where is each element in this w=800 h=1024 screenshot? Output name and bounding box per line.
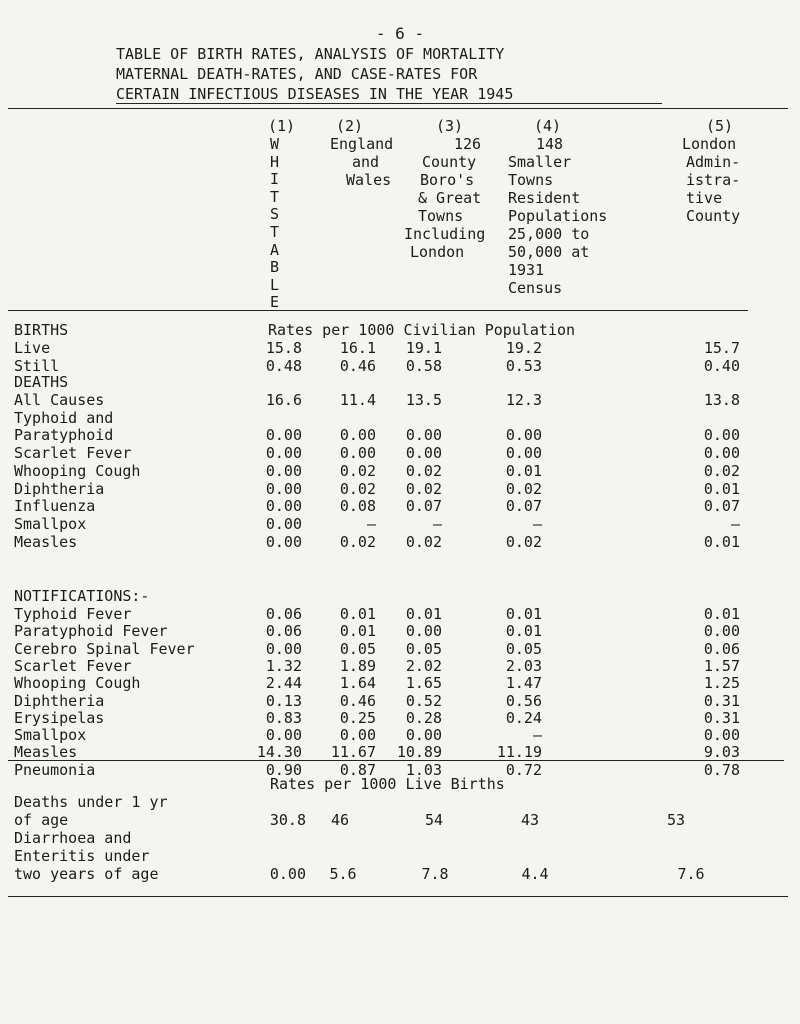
notifications-row-value: 0.00 [339,726,376,745]
col5-line-4: tive [686,189,723,207]
deaths-row-value: 0.00 [265,532,302,551]
notifications-row-value: 0.00 [265,726,302,745]
col3-line-4: & Great [418,189,482,207]
notifications-row-label: Pneumonia [14,760,96,779]
infant-row2-value-1: 0.00 [269,865,306,883]
infant-row2-value-2: 5.6 [329,865,357,883]
notifications-row-value: 0.00 [405,726,442,745]
col4-line-7: 50,000 at [508,243,590,261]
deaths-row-value: 0.01 [505,461,542,480]
notifications-row-value: 0.06 [703,639,740,658]
title-line-3: CERTAIN INFECTIOUS DISEASES IN THE YEAR 1945 [116,85,514,103]
notifications-row-value: 0.00 [703,726,740,745]
births-rates-label: Rates per 1000 Civilian Population [268,321,576,339]
notifications-row-value: 0.01 [505,605,542,623]
notifications-row-value: 0.05 [405,639,442,658]
deaths-row-label: Typhoid and [14,408,114,427]
notifications-row-value: 0.00 [703,622,740,641]
deaths-row-value: 0.07 [405,497,442,516]
deaths-row-value: 0.01 [703,532,740,551]
deaths-row-value: 0.07 [505,497,542,516]
notifications-row-value: 1.64 [339,674,376,693]
notifications-bottom-rule [8,760,784,761]
col1-letter: I [270,170,280,189]
deaths-row-value: — [432,514,442,533]
deaths-row-value: 0.00 [339,444,376,463]
col1-letter: W [270,135,280,153]
notifications-row-value: 1.32 [265,656,302,675]
col3-line-7: London [410,243,465,261]
deaths-row-value: 0.02 [339,461,376,480]
notifications-row-value: 0.06 [265,605,302,623]
notifications-row-value: 0.24 [505,708,542,727]
notifications-row-value: 0.78 [703,760,740,779]
notifications-row-value: 1.65 [405,674,442,693]
notifications-row-label: Scarlet Fever [14,656,132,675]
deaths-row-value: 0.00 [505,444,542,463]
notifications-row-value: 0.31 [703,691,740,710]
notifications-row-value: 0.90 [265,760,302,779]
deaths-row-value: 12.3 [505,391,542,409]
col3-line-2: County [422,153,477,171]
notifications-row-value: 0.00 [265,639,302,658]
notifications-row-value: 0.01 [703,605,740,623]
deaths-row-label: Influenza [14,497,96,516]
births-heading: BIRTHS [14,321,69,339]
page-number: - 6 - [375,24,425,43]
notifications-row-value: 2.03 [505,656,542,675]
deaths-row-label: All Causes [14,391,105,409]
col4-line-9: Census [508,279,563,297]
col4-line-6: 25,000 to [508,225,590,243]
infant-row2-value-3: 7.8 [421,865,449,883]
deaths-row-value: 0.00 [265,461,302,480]
notifications-row-value: 9.03 [703,743,740,762]
col2-line-2: and [352,153,380,171]
notifications-row-value: 1.47 [505,674,542,693]
notifications-row-value: 1.03 [405,760,442,779]
notifications-row-label: Paratyphoid Fever [14,622,168,641]
deaths-row-label: Whooping Cough [14,461,141,480]
col1-letter: H [270,152,280,171]
deaths-row-value: 0.00 [265,514,302,533]
infant-row1-value-4: 43 [520,811,540,829]
notifications-row-label: Diphtheria [14,691,105,710]
col3-line-3: Boro's [420,171,475,189]
infant-row2-label-line-2: Enteritis under [14,847,150,865]
deaths-row-label: Scarlet Fever [14,444,132,463]
notifications-row-value: 2.44 [265,674,302,693]
col4-line-3: Towns [508,171,554,189]
deaths-row-value: 11.4 [339,391,376,409]
notifications-row-value: 0.01 [405,605,442,623]
deaths-row-value: 0.00 [265,444,302,463]
deaths-row-value: 0.02 [505,532,542,551]
notifications-row-value: 0.25 [339,708,376,727]
births-row-value: 15.8 [265,339,302,357]
notifications-row-value: 0.87 [339,760,376,779]
header-top-rule [8,108,788,109]
deaths-row-label: Measles [14,532,78,551]
deaths-row-value: 0.02 [405,461,442,480]
deaths-row-value: — [366,514,376,533]
col3-line-1: 126 [454,135,482,153]
col5-line-1: London [682,135,737,153]
births-row-value: 19.1 [405,339,442,357]
deaths-row-label: Smallpox [14,514,87,533]
deaths-row-value: 0.02 [339,479,376,498]
deaths-row-value: 0.02 [505,479,542,498]
notifications-row-value: 0.52 [405,691,442,710]
notifications-row-value: 14.30 [256,743,302,762]
notifications-row-value: 0.28 [405,708,442,727]
notifications-row-value: 1.57 [703,656,740,675]
notifications-row-value: 0.46 [339,691,376,710]
infant-rates-label: Rates per 1000 Live Births [270,775,505,793]
births-row-value: 15.7 [703,339,740,357]
deaths-row-value: 0.00 [703,426,740,445]
births-row-label: Live [14,339,51,357]
col1-letter: S [270,205,280,224]
notifications-row-value: — [532,726,542,745]
col4-line-2: Smaller [508,153,572,171]
deaths-row-value: 0.00 [405,426,442,445]
deaths-row-value: 0.02 [339,532,376,551]
notifications-row-value: 0.05 [505,639,542,658]
col4-line-4: Resident [508,189,581,207]
notifications-row-value: 0.13 [265,691,302,710]
births-row-value: 0.48 [265,356,302,375]
notifications-row-value: 1.89 [339,656,376,675]
col2-line-1: England [330,135,394,153]
notifications-row-label: Typhoid Fever [14,605,132,623]
infant-row1-value-2: 46 [330,811,350,829]
col5-line-3: istra- [686,171,741,189]
notifications-heading: NOTIFICATIONS:- [14,587,150,605]
notifications-row-value: 1.25 [703,674,740,693]
notifications-row-label: Measles [14,743,78,762]
notifications-row-value: 0.72 [505,760,542,779]
col4-line-8: 1931 [508,261,545,279]
deaths-row-value: 16.6 [265,391,302,409]
notifications-row-value: 0.01 [339,605,376,623]
title-line-2: MATERNAL DEATH-RATES, AND CASE-RATES FOR [116,65,478,83]
deaths-row-value: 0.07 [703,497,740,516]
notifications-row-value: 10.89 [396,743,442,762]
deaths-row-label: Paratyphoid [14,426,114,445]
infant-row1-value-3: 54 [424,811,444,829]
notifications-row-label: Whooping Cough [14,674,141,693]
infant-row1-value-1: 30.8 [269,811,306,829]
col1-letter: T [270,187,280,206]
col1-letter: B [270,258,280,277]
col1-letter: A [270,240,280,259]
col2-line-3: Wales [346,171,392,189]
col5-line-2: Admin- [686,153,741,171]
col3-number: (3) [436,117,464,135]
notifications-row-label: Erysipelas [14,708,105,727]
infant-row1-label-line-1: Deaths under 1 yr [14,793,168,811]
births-row-value: 0.53 [505,356,542,375]
births-row-value: 0.46 [339,356,376,375]
notifications-row-value: 11.67 [330,743,376,762]
col5-number: (5) [706,117,734,135]
deaths-row-value: — [730,514,740,533]
deaths-row-value: 13.5 [405,391,442,409]
notifications-row-value: 0.06 [265,622,302,641]
deaths-row-value: 0.01 [703,479,740,498]
col3-line-6: Including [404,225,486,243]
bottom-rule [8,896,788,897]
col1-letter: L [270,275,280,294]
deaths-row-value: 0.00 [265,479,302,498]
deaths-row-value: 0.00 [339,426,376,445]
infant-row1-label-line-2: of age [14,811,69,829]
notifications-row-label: Cerebro Spinal Fever [14,639,195,658]
deaths-row-value: 0.08 [339,497,376,516]
notifications-row-value: 0.01 [339,622,376,641]
deaths-row-value: 13.8 [703,391,740,409]
notifications-row-value: 0.83 [265,708,302,727]
deaths-row-value: 0.02 [703,461,740,480]
deaths-row-value: 0.00 [505,426,542,445]
notifications-row-value: 0.00 [405,622,442,641]
deaths-row-value: 0.02 [405,532,442,551]
deaths-heading: DEATHS [14,373,69,391]
births-row-value: 19.2 [505,339,542,357]
notifications-row-label: Smallpox [14,726,87,745]
infant-row2-value-5: 7.6 [677,865,705,883]
deaths-row-value: 0.00 [265,426,302,445]
births-row-value: 16.1 [339,339,376,357]
notifications-row-value: 0.05 [339,639,376,658]
notifications-row-value: 0.31 [703,708,740,727]
notifications-row-value: 11.19 [496,743,542,762]
title-line-1: TABLE OF BIRTH RATES, ANALYSIS OF MORTALITY [116,45,505,63]
header-bottom-rule [8,310,748,311]
col5-line-5: County [686,207,741,225]
deaths-row-value: 0.02 [405,479,442,498]
notifications-row-value: 2.02 [405,656,442,675]
col1-letter: E [270,293,280,312]
col1-number: (1) [268,117,296,135]
births-row-label: Still [14,356,60,375]
infant-row2-value-4: 4.4 [521,865,549,883]
infant-row2-label-line-1: Diarrhoea and [14,829,132,847]
col1-letter: T [270,223,280,241]
col4-line-5: Populations [508,207,608,225]
deaths-row-value: 0.00 [405,444,442,463]
deaths-row-value: — [532,514,542,533]
births-row-value: 0.58 [405,356,442,375]
notifications-row-value: 0.01 [505,622,542,641]
births-row-value: 0.40 [703,356,740,375]
notifications-row-value: 0.56 [505,691,542,710]
title-underline [116,103,662,104]
infant-row1-value-5: 53 [666,811,686,829]
deaths-row-value: 0.00 [265,497,302,516]
col4-line-1: 148 [536,135,564,153]
deaths-row-label: Diphtheria [14,479,105,498]
infant-row2-label-line-3: two years of age [14,865,159,883]
col4-number: (4) [534,117,562,135]
col3-line-5: Towns [418,207,464,225]
deaths-row-value: 0.00 [703,444,740,463]
col2-number: (2) [336,117,364,135]
